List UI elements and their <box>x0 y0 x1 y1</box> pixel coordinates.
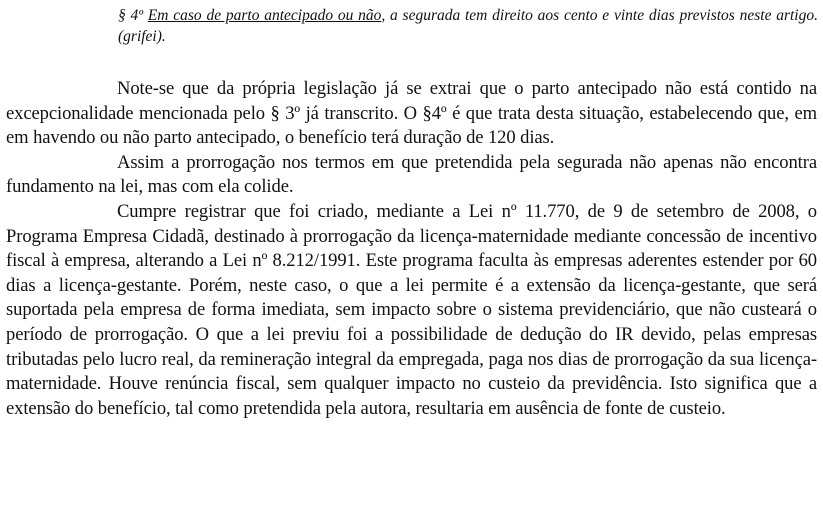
quote-underlined-text: Em caso de parto antecipado ou não <box>147 7 382 24</box>
quote-prefix: § 4º <box>118 7 148 24</box>
paragraph-3: Cumpre registrar que foi criado, mediante a Lei nº 11.770, de 9 de setembro de 2008, o Programa Empresa Cidadã, destinado à prorrogação da licença-maternidade mediante concessão de incentivo fiscal à empresa, alterando a Lei nº 8.212/1991. Este programa faculta às empresas aderentes estender por 60 dias a licença-gestante. Porém, neste caso, o que a lei permite é a extensão da licença-gestante, que será suportada pela empresa de forma imediata, sem impacto sobre o sistema previdenciário, que não custeará o período de prorrogação. O que a lei previu foi a possibilidade de dedução do IR devido, pelas empresas tributadas pelo lucro real, da remineração integral da empregada, paga nos dias de prorrogação da sua licença-maternidade. Houve renúncia fiscal, sem qualquer impacto no custeio da previdência. Isto significa que a extensão do benefício, tal como pretendida pela autora, resultaria em ausência de fonte de custeio. <box>6 200 817 419</box>
quoted-legal-text <box>118 5 818 47</box>
quote-rest: , a segurada tem direito aos cento e vinte dias previstos neste artigo. (grifei). <box>118 7 818 45</box>
body-text <box>6 77 817 421</box>
paragraph-1: Note-se que da própria legislação já se extrai que o parto antecipado não está contido na excepcionalidade mencionada pelo § 3º já transcrito. O §4º é que trata desta situação, estabelecendo que, em em havendo ou não parto antecipado, o benefício terá duração de 120 dias. <box>6 78 817 149</box>
paragraph-2: Assim a prorrogação nos termos em que pretendida pela segurada não apenas não encontra fundamento na lei, mas com ela colide. <box>6 151 817 198</box>
